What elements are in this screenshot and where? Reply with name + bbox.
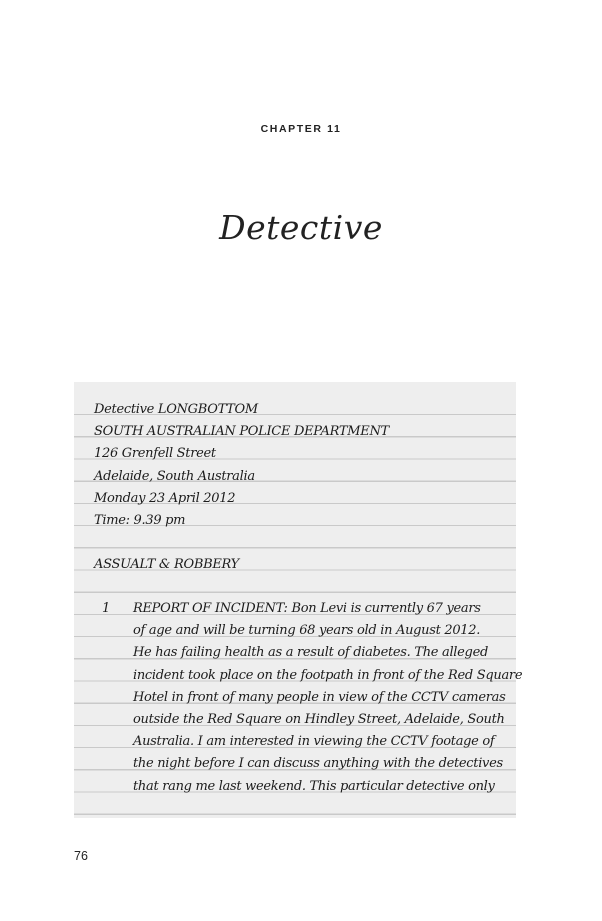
note-header-line: SOUTH AUSTRALIAN POLICE DEPARTMENT <box>94 424 389 440</box>
note-header-line: Adelaide, South Australia <box>94 468 255 484</box>
note-header-line: 126 Grenfell Street <box>94 446 216 462</box>
note-header <box>94 399 389 532</box>
chapter-title: Detective <box>219 208 383 247</box>
item-number: 1 <box>102 601 110 616</box>
note-header-line: Time: 9.39 pm <box>94 512 186 528</box>
note-header-line: Detective LONGBOTTOM <box>94 402 258 417</box>
lined-notepad <box>74 382 523 818</box>
page-number: 76 <box>74 849 88 863</box>
item-body <box>133 598 522 798</box>
note-header-line: Monday 23 April 2012 <box>94 490 236 506</box>
item-line: the night before I can discuss anything with the detectives <box>133 756 503 772</box>
item-line: Australia. I am interested in viewing the CCTV footage of <box>133 734 495 750</box>
item-line: Hotel in front of many people in view of the CCTV cameras <box>133 689 506 705</box>
item-line: incident took place on the footpath in front of the Red Square <box>133 667 523 683</box>
item-line: He has failing health as a result of diabetes. The alleged <box>133 645 488 661</box>
item-line: of age and will be turning 68 years old in August 2012. <box>133 623 481 639</box>
chapter-label: CHAPTER 11 <box>260 123 342 135</box>
item-line: that rang me last weekend. This particular detective only <box>133 778 495 794</box>
section-heading: ASSUALT & ROBBERY <box>94 557 239 572</box>
item-line: REPORT OF INCIDENT: Bon Levi is currently 67 years <box>133 601 481 616</box>
item-line: outside the Red Square on Hindley Street, Adelaide, South <box>133 711 505 727</box>
